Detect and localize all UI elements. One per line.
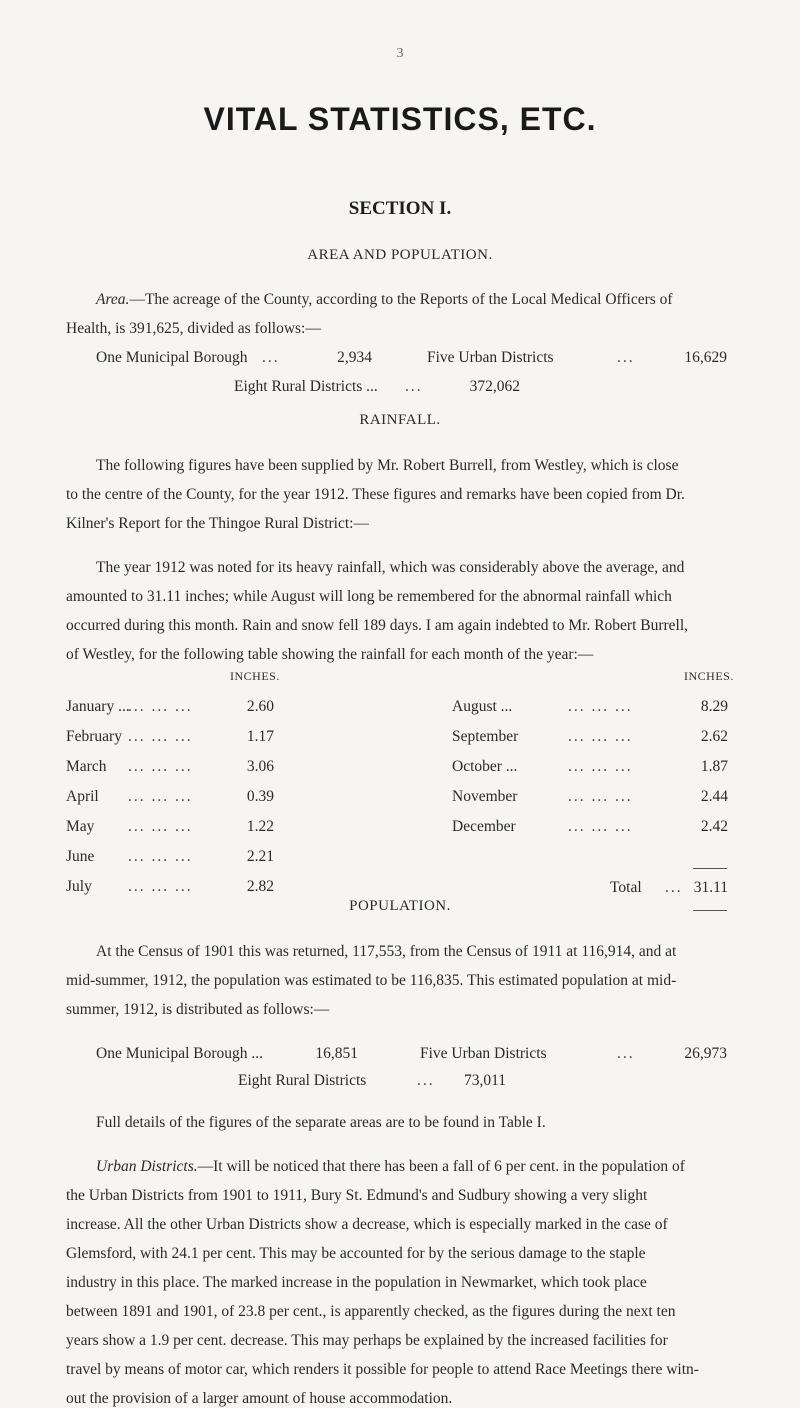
- rainfall-value: 2.44: [700, 788, 728, 805]
- area-text-line1: [96, 291, 673, 309]
- rainfall-value: 1.22: [246, 818, 274, 835]
- rainfall-value: 0.39: [246, 788, 274, 805]
- rainfall-month: October ...: [452, 758, 518, 775]
- urban-line2: the Urban Districts from 1901 to 1911, Bury St. Edmund's and Sudbury showing a very slight: [66, 1187, 648, 1204]
- urban-line7: years show a 1.9 per cent. decrease. This may perhaps be explained by the increased facilities for: [66, 1332, 668, 1349]
- pop-row1-left-label: One Municipal Borough ...: [96, 1045, 264, 1062]
- rainfall-total-label: Total: [610, 879, 642, 896]
- area-row1-left-value: 2,934: [337, 349, 372, 366]
- area-text-line2: Health, is 391,625, divided as follows:—: [66, 320, 321, 337]
- inches-header-left: INCHES.: [230, 669, 280, 683]
- pop-row2-label: Eight Rural Districts: [238, 1072, 367, 1089]
- rainfall-value: 2.21: [246, 848, 274, 865]
- rainfall-month: January ...: [66, 698, 130, 715]
- leader-dots: ... ... ...: [568, 698, 633, 715]
- urban-line4: Glemsford, with 24.1 per cent. This may be accounted for by the serious damage to the staple: [66, 1245, 646, 1262]
- rainfall-para-line3: occurred during this month. Rain and snow fell 189 days. I am again indebted to Mr. Robert Burrell,: [66, 617, 689, 634]
- population-line3: summer, 1912, is distributed as follows:—: [66, 1001, 330, 1018]
- rainfall-intro-line2: to the centre of the County, for the year 1912. These figures and remarks have been copied from Dr.: [66, 486, 685, 503]
- leader-dots: ...: [617, 1045, 635, 1062]
- population-heading: POPULATION.: [349, 898, 451, 914]
- population-line2: mid-summer, 1912, the population was estimated to be 116,835. This estimated population at mid-: [66, 972, 677, 989]
- sum-rule: [693, 868, 727, 869]
- rainfall-value: 2.82: [246, 878, 274, 895]
- population-line1: At the Census of 1901 this was returned, 117,553, from the Census of 1911 at 116,914, and at: [96, 943, 677, 960]
- urban-line8: travel by means of motor car, which renders it possible for people to attend Race Meetings there witn-: [66, 1361, 699, 1378]
- section-heading: SECTION I.: [348, 198, 452, 219]
- pop-row1-right-value: 26,973: [684, 1045, 727, 1062]
- leader-dots: ...: [617, 349, 635, 366]
- rainfall-value: 1.17: [246, 728, 274, 745]
- inches-header-right: INCHES.: [684, 669, 734, 683]
- rainfall-value: 2.60: [246, 698, 274, 715]
- page-title: VITAL STATISTICS, ETC.: [203, 101, 597, 137]
- rainfall-month: November: [452, 788, 518, 805]
- area-row1-right-value: 16,629: [684, 349, 727, 366]
- area-population-heading: AREA AND POPULATION.: [307, 247, 493, 263]
- rainfall-intro-line1: The following figures have been supplied by Mr. Robert Burrell, from Westley, which is close: [96, 457, 679, 474]
- rainfall-month: July: [66, 878, 92, 895]
- rainfall-value: 8.29: [700, 698, 728, 715]
- rainfall-month: September: [452, 728, 519, 745]
- rainfall-month: April: [66, 788, 99, 805]
- rainfall-intro-line3: Kilner's Report for the Thingoe Rural District:—: [66, 515, 369, 532]
- rainfall-para-line2: amounted to 31.11 inches; while August will long be remembered for the abnormal rainfall which: [66, 588, 672, 605]
- rainfall-value: 2.42: [700, 818, 728, 835]
- area-text: —The acreage of the County, according to the Reports of the Local Medical Officers of: [129, 291, 673, 308]
- area-row1-right-label: Five Urban Districts: [427, 349, 554, 366]
- leader-dots: ... ... ...: [128, 758, 193, 775]
- pop-row2-value: 73,011: [463, 1072, 506, 1089]
- rainfall-month: March: [66, 758, 107, 775]
- urban-line3: increase. All the other Urban Districts show a decrease, which is especially marked in the case of: [66, 1216, 668, 1233]
- rainfall-month: February: [66, 728, 122, 745]
- urban-line9: out the provision of a larger amount of house accommodation.: [66, 1390, 453, 1407]
- leader-dots: ... ... ...: [128, 728, 193, 745]
- area-row1-left-label: One Municipal Borough: [96, 349, 248, 366]
- leader-dots: ...: [417, 1072, 435, 1089]
- area-row2-label: Eight Rural Districts ...: [234, 378, 378, 395]
- urban-lead: Urban Districts.: [96, 1158, 198, 1175]
- rainfall-value: 3.06: [246, 758, 274, 775]
- leader-dots: ... ... ...: [128, 818, 193, 835]
- leader-dots: ...: [405, 378, 423, 395]
- leader-dots: ... ... ...: [128, 698, 193, 715]
- rainfall-month: December: [452, 818, 516, 835]
- urban-text: —It will be noticed that there has been a fall of 6 per cent. in the population of: [197, 1158, 685, 1175]
- rainfall-month: August ...: [452, 698, 513, 715]
- pop-row1-left-value: 16,851: [315, 1045, 358, 1062]
- leader-dots: ... ... ...: [128, 848, 193, 865]
- rainfall-para-line4: of Westley, for the following table showing the rainfall for each month of the year:—: [66, 646, 594, 663]
- rainfall-para-line1: The year 1912 was noted for its heavy rainfall, which was considerably above the average, and: [96, 559, 685, 576]
- leader-dots: ... ... ...: [568, 758, 633, 775]
- area-lead: Area.: [96, 291, 130, 308]
- urban-line5: industry in this place. The marked increase in the population in Newmarket, which took place: [66, 1274, 647, 1291]
- page-number: 3: [396, 46, 404, 61]
- leader-dots: ...: [665, 879, 683, 896]
- rainfall-month: May: [66, 818, 95, 835]
- leader-dots: ... ... ...: [128, 788, 193, 805]
- leader-dots: ... ... ...: [568, 728, 633, 745]
- urban-line6: between 1891 and 1901, of 23.8 per cent., is apparently checked, as the figures during the next ten: [66, 1303, 676, 1320]
- rainfall-month: June: [66, 848, 95, 865]
- rainfall-value: 2.62: [700, 728, 728, 745]
- rainfall-value: 1.87: [700, 758, 728, 775]
- area-row2-value: 372,062: [469, 378, 520, 395]
- urban-line1: [96, 1158, 685, 1176]
- leader-dots: ... ... ...: [568, 818, 633, 835]
- population-details: Full details of the figures of the separate areas are to be found in Table I.: [96, 1114, 546, 1131]
- pop-row1-right-label: Five Urban Districts: [420, 1045, 547, 1062]
- rainfall-total-value: 31.11: [693, 879, 728, 896]
- leader-dots: ...: [262, 349, 280, 366]
- leader-dots: ... ... ...: [128, 878, 193, 895]
- leader-dots: ... ... ...: [568, 788, 633, 805]
- rainfall-heading: RAINFALL.: [359, 412, 441, 428]
